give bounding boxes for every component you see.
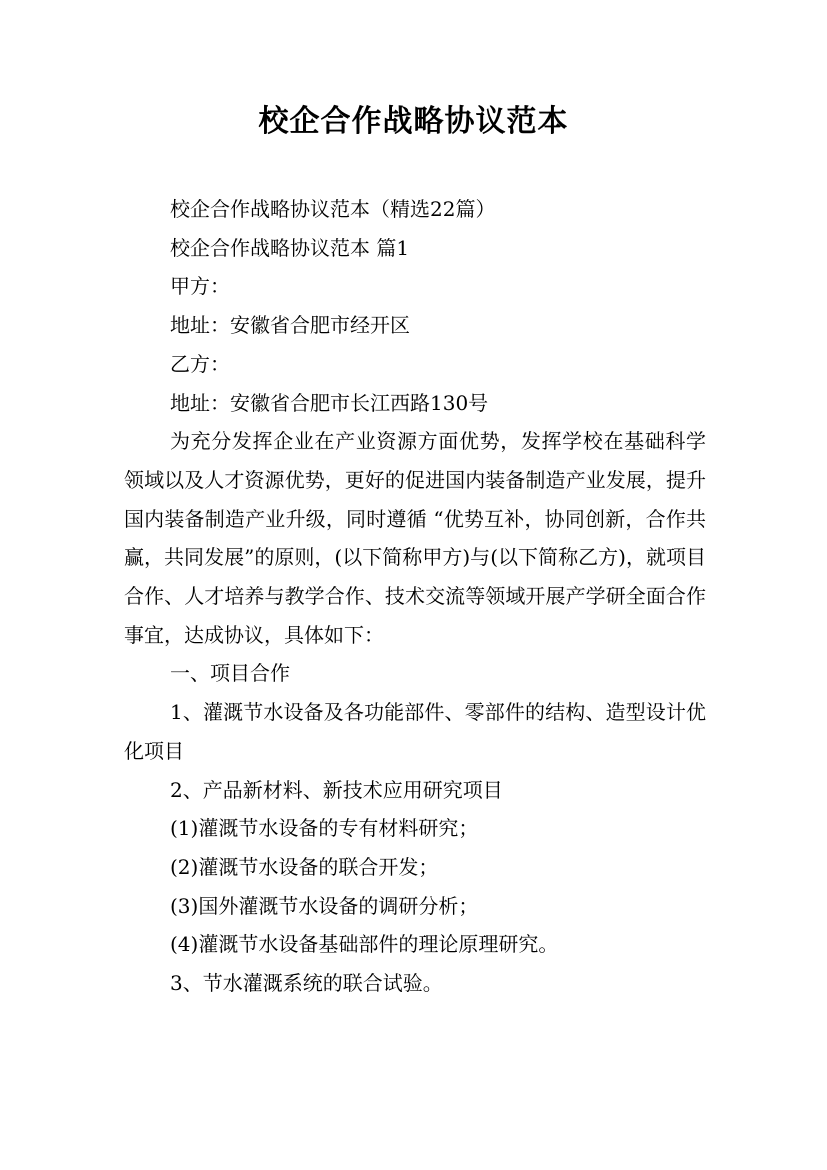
- paragraph-subitem-1: (1)灌溉节水设备的专有材料研究；: [170, 816, 479, 841]
- paragraph-subitem-2: (2)灌溉节水设备的联合开发；: [170, 854, 439, 879]
- paragraph-preamble: 为充分发挥企业在产业资源方面优势，发挥学校在基础科学领域以及人才资源优势，更好的促进国内装备制造产业发展，提升国内装备制造产业升级，同时遵循 “优势互补，协同创新，合作共赢，共同发展”的原则，(以下简称甲方)与(以下简称乙方)，就项目合作、人才培养与教学合作、技术交流等领域开展产学研全面合作事宜，达成协议，具体如下：: [124, 429, 706, 647]
- paragraph-item-1: 1、灌溉节水设备及各功能部件、零部件的结构、造型设计优化项目: [124, 700, 706, 763]
- paragraph-item-heading: 一、项目合作: [170, 661, 290, 686]
- paragraph-section-heading: 校企合作战略协议范本 篇1: [170, 235, 410, 260]
- paragraph-party-a-address: 地址：安徽省合肥市经开区: [170, 313, 410, 338]
- paragraph-party-a: 甲方：: [170, 274, 230, 299]
- paragraph-subtitle: 校企合作战略协议范本（精选22篇）: [170, 197, 496, 221]
- paragraph-party-b: 乙方：: [170, 351, 230, 376]
- paragraph-party-b-address: 地址：安徽省合肥市长江西路130号: [170, 390, 489, 415]
- paragraph-item-3: 3、节水灌溉系统的联合试验。: [170, 971, 443, 996]
- paragraph-item-2: 2、产品新材料、新技术应用研究项目: [170, 777, 503, 802]
- paragraph-subitem-3: (3)国外灌溉节水设备的调研分析；: [170, 893, 479, 918]
- document-title: 校企合作战略协议范本: [258, 104, 569, 139]
- document-body: [124, 190, 706, 1003]
- paragraph-subitem-4: (4)灌溉节水设备基础部件的理论原理研究。: [170, 932, 559, 957]
